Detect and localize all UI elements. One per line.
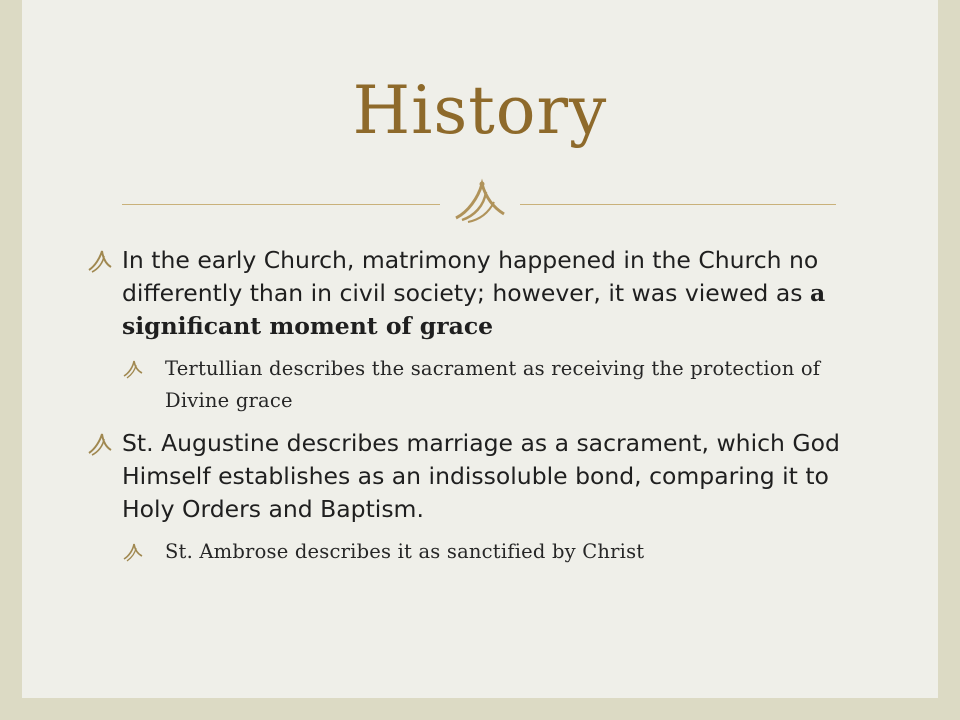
bullet-text: In the early Church, matrimony happened in the Church no differently than in civil society; however, it was viewed as bbox=[122, 246, 819, 307]
title-divider-right bbox=[520, 204, 836, 205]
quill-flourish-icon bbox=[448, 178, 512, 226]
sub-bullet-item bbox=[122, 536, 846, 568]
bullet-bold-text: a significant moment of grace bbox=[122, 279, 826, 340]
quill-bullet-icon bbox=[86, 431, 114, 457]
sub-bullet-text: St. Ambrose describes it as sanctified by Christ bbox=[165, 540, 645, 563]
bullet-item bbox=[86, 244, 846, 343]
quill-bullet-icon bbox=[86, 248, 114, 274]
sub-bullet-item bbox=[122, 353, 846, 417]
quill-bullet-icon bbox=[122, 542, 144, 562]
sub-bullet-text: Tertullian describes the sacrament as receiving the protection of Divine grace bbox=[165, 357, 821, 412]
slide-body bbox=[86, 244, 846, 568]
slide-title: History bbox=[352, 72, 608, 149]
title-divider-left bbox=[122, 204, 440, 205]
bullet-text: St. Augustine describes marriage as a sacrament, which God Himself establishes as an indissoluble bond, comparing it to Holy Orders and Baptism. bbox=[122, 429, 840, 523]
bullet-item bbox=[86, 427, 846, 526]
quill-bullet-icon bbox=[122, 359, 144, 379]
